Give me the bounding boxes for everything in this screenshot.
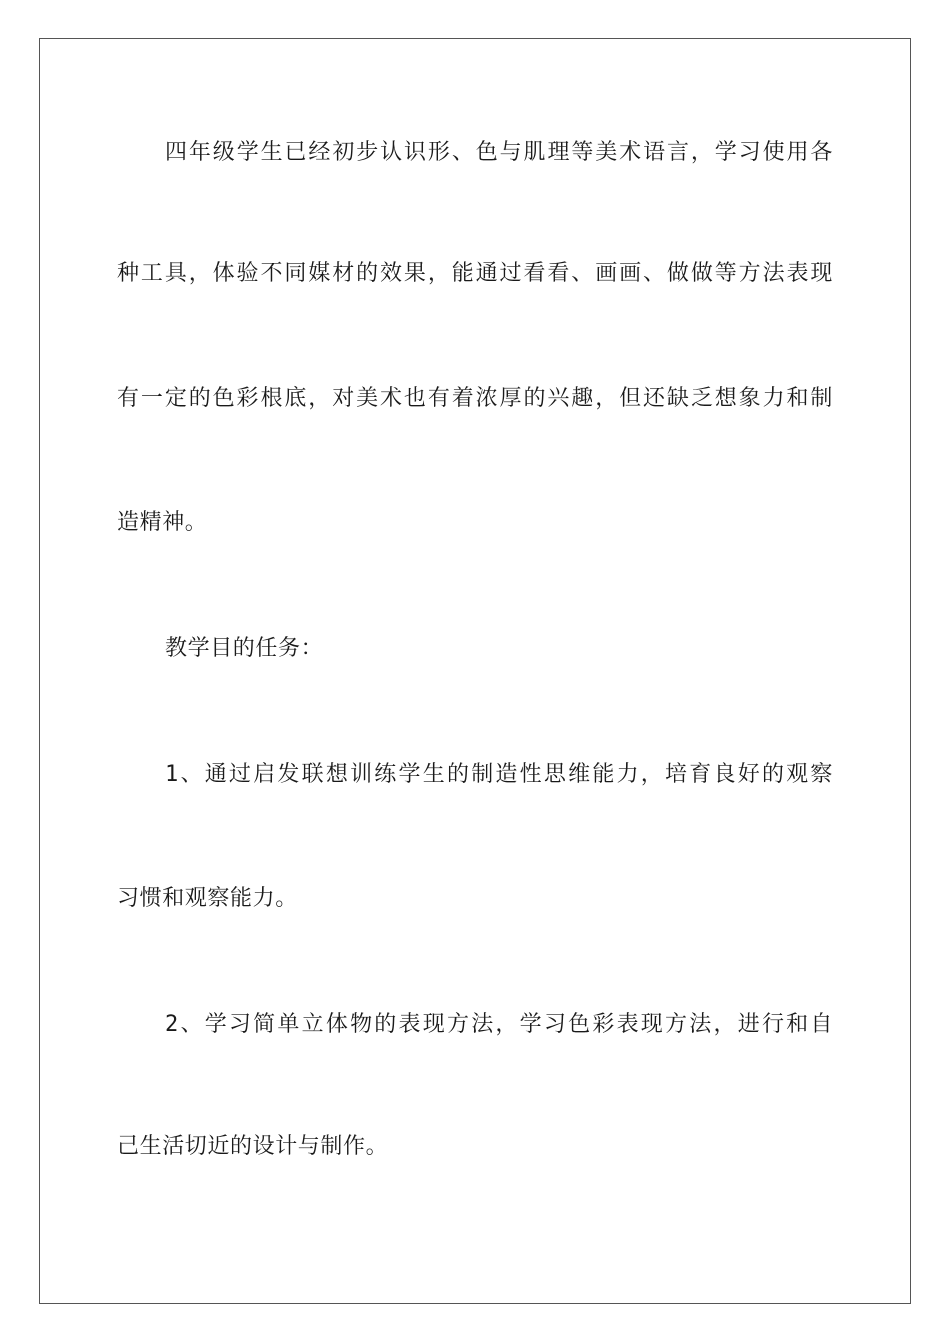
- goal-1-line-2: 习惯和观察能力。: [117, 886, 298, 911]
- goal-2-line-2: 己生活切近的设计与制作。: [117, 1134, 389, 1159]
- paragraph-1-line-2: 种工具，体验不同媒材的效果，能通过看看、画画、做做等方法表现: [117, 261, 833, 286]
- page-border: [39, 38, 911, 1304]
- goal-1-line-1: 1、通过启发联想训练学生的制造性思维能力，培育良好的观察: [165, 762, 833, 787]
- paragraph-1-line-1: 四年级学生已经初步认识形、色与肌理等美术语言，学习使用各: [165, 140, 833, 165]
- goal-2-line-1: 2、学习简单立体物的表现方法，学习色彩表现方法，进行和自: [165, 1012, 833, 1037]
- paragraph-1-line-3: 有一定的色彩根底，对美术也有着浓厚的兴趣，但还缺乏想象力和制: [117, 386, 833, 411]
- section-heading-teaching-goals: 教学目的任务：: [165, 636, 324, 661]
- paragraph-1-line-4: 造精神。: [117, 510, 208, 535]
